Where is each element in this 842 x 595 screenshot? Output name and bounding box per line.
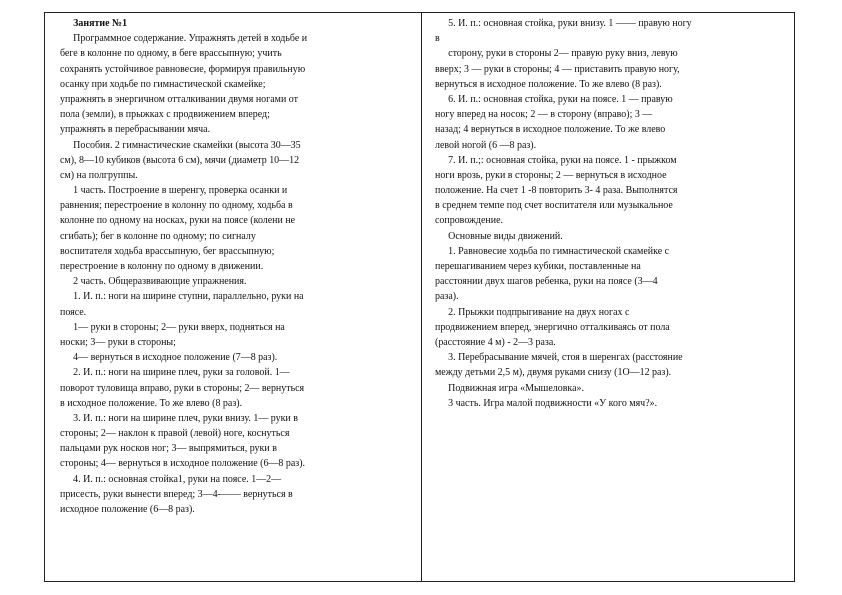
text-line: 4. И. п.: основная стойка1, руки на поясе. 1—2— (73, 473, 282, 485)
text-line: см), 8—10 кубиков (высота 6 см), мячи (диаметр 10—12 (60, 154, 300, 166)
left-column (60, 16, 400, 517)
text-line: стороны; 2— наклон к правой (левой) ноге, коснуться (60, 428, 290, 440)
text-line: равнения; перестроение в колонну по одному, ходьба в (60, 200, 293, 212)
text-line: ноги врозь, руки в стороны; 2 — вернуться в исходное (435, 169, 667, 181)
text-line: в (435, 33, 440, 45)
text-line: между детьми 2,5 м), двумя руками снизу (1О—12 раз). (435, 367, 672, 379)
text-line: (расстояние 4 м) - 2—3 раза. (435, 336, 556, 348)
text-line: 1 часть. Построение в шеренгу, проверка осанки и (73, 185, 288, 197)
text-line: Основные виды движений. (448, 230, 563, 242)
text-line: 6. И. п.: основная стойка, руки на поясе. 1 — правую (448, 93, 673, 105)
text-line: 4— вернуться в исходное положение (7—8 раз). (73, 352, 278, 364)
text-line: продвижением вперед, энергично отталкиваясь от пола (435, 321, 670, 333)
text-line: 2. Прыжки подпрыгивание на двух ногах с (448, 306, 630, 318)
text-line: вверх; 3 — руки в стороны; 4 — приставить правую ногу, (435, 63, 680, 75)
text-line: воспитателя ходьба врассыпную, бег врассыпную; (60, 245, 275, 257)
text-line: перешагиванием через кубики, поставленные на (435, 261, 641, 272)
text-line: беге в колонне по одному, в беге врассыпную; учить (60, 48, 282, 60)
column-divider (421, 13, 422, 581)
text-line: ногу вперед на носок; 2 — в сторону (вправо); 3 — (435, 109, 653, 121)
right-column (435, 16, 785, 411)
text-line: 1. И. п.: ноги на ширине ступни, параллельно, руки на (73, 291, 304, 303)
lesson-title: Занятие №1 (73, 18, 128, 29)
text-line: стороны; 4— вернуться в исходное положение (6—8 раз). (60, 458, 306, 470)
text-line: Пособия. 2 гимнастические скамейки (высота 30—35 (73, 139, 301, 151)
text-line: перестроение в колонну по одному в движении. (60, 261, 264, 272)
text-line: 7. И. п.;: основная стойка, руки на поясе. 1 - прыжком (448, 154, 677, 166)
text-line: положение. На счет 1 -8 повторить 3- 4 раза. Выполнятся (435, 185, 678, 197)
text-line: колонне по одному на носках, руки на поясе (колени не (60, 215, 296, 227)
text-line: назад; 4 вернуться в исходное положение. То же влево (435, 124, 666, 136)
text-line: упражнять в перебрасывании мяча. (60, 124, 211, 136)
text-line: вернуться в исходное положение. То же влево (8 раз). (435, 78, 662, 90)
text-line: расстоянии двух шагов ребенка, руки на поясе (3—4 (435, 276, 658, 288)
text-line: сгибать); бег в колонне по одному; по сигналу (60, 230, 256, 242)
text-line: поворот туловища вправо, руки в стороны; 2— вернуться (60, 382, 305, 394)
text-line: упражнять в энергичном отталкивании двумя ногами от (60, 93, 298, 105)
text-line: Программное содержание. Упражнять детей в ходьбе и (73, 33, 308, 45)
text-line: 2. И. п.: ноги на ширине плеч, руки за головой. 1— (73, 367, 290, 379)
text-line: 3 часть. Игра малой подвижности «У кого мяч?». (448, 397, 658, 409)
text-line: 5. И. п.: основная стойка, руки внизу. 1 —— правую ногу (448, 18, 692, 29)
text-line: 2 часть. Общеразвивающие упражнения. (73, 276, 247, 288)
text-line: 1— руки в стороны; 2— руки вверх, подняться на (73, 321, 285, 333)
text-line: исходное положение (6—8 раз). (60, 504, 195, 515)
text-line: 3. Перебрасывание мячей, стоя в шеренгах (расстояние (448, 352, 683, 364)
text-line: 1. Равновесие ходьба по гимнастической скамейке с (448, 245, 670, 257)
text-line: присесть, руки вынести вперед; 3—4-—— вернуться в (60, 488, 293, 500)
text-line: пальцами рук носков ног; 3— выпрямиться, руки в (60, 443, 277, 455)
text-line: раза). (435, 291, 459, 303)
text-line: в среднем темпе под счет воспитателя или музыкальное (435, 200, 673, 212)
text-line: в исходное положение. То же влево (8 раз). (60, 397, 243, 409)
text-line: Подвижная игра «Мышеловка». (448, 382, 584, 394)
text-line: левой ногой (6 —8 раз). (435, 139, 537, 151)
text-line: сторону, руки в стороны 2— правую руку вниз, левую (448, 48, 678, 60)
text-line: носки; 3— руки в стороны; (60, 336, 176, 348)
text-line: сохранять устойчивое равновесие, формируя правильную (60, 63, 306, 75)
text-line: сопровождение. (435, 215, 503, 227)
text-line: пола (земли), в прыжках с продвижением вперед; (60, 109, 270, 121)
text-line: 3. И. п.: ноги на ширине плеч, руки внизу. 1— руки в (73, 412, 298, 424)
text-line: осанку при ходьбе по гимнастической скамейке; (60, 78, 266, 90)
document-frame (44, 12, 795, 582)
text-line: см) на полгруппы. (60, 169, 138, 181)
text-line: поясе. (60, 306, 87, 318)
